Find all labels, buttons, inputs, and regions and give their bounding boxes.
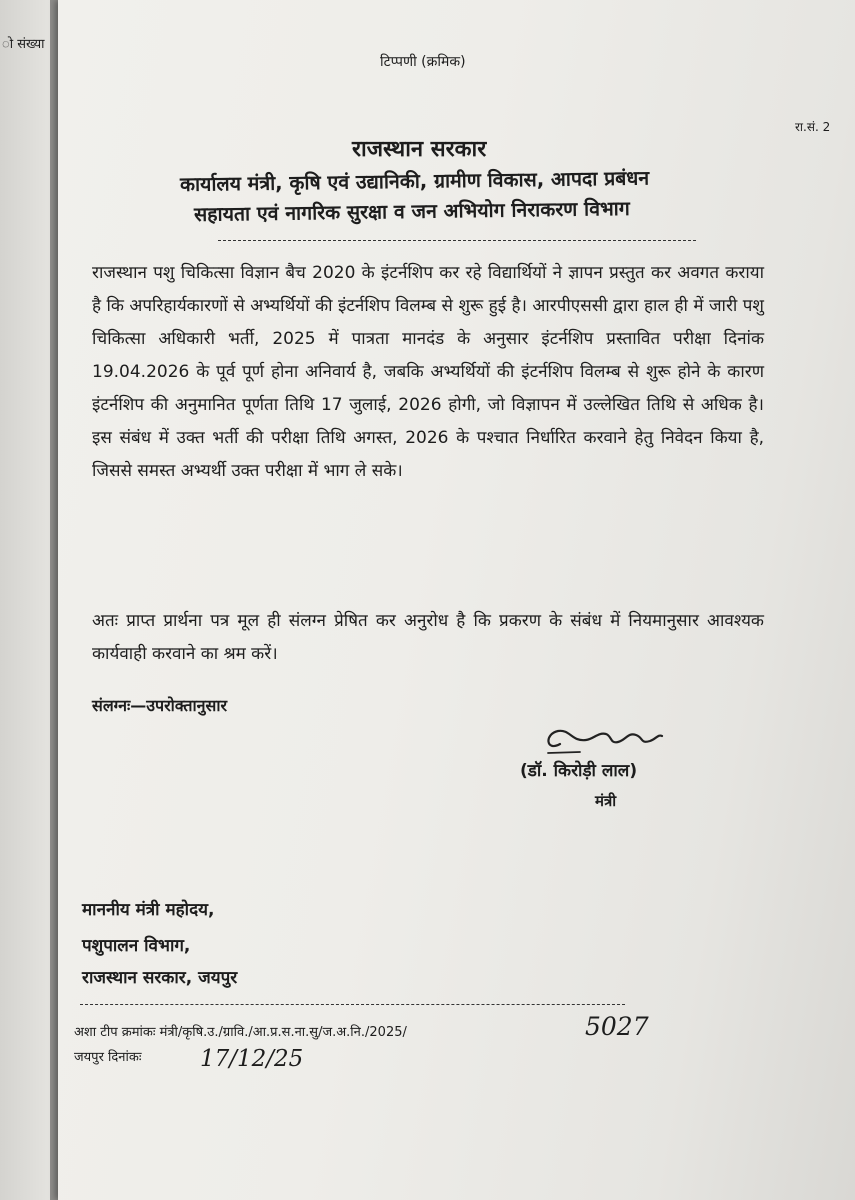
signatory-name: (डॉ. किरोड़ी लाल)	[520, 761, 638, 781]
enclosure-note: संलग्नः—उपरोक्तानुसार	[92, 696, 228, 715]
header-divider	[218, 240, 696, 241]
handwritten-signature	[540, 722, 666, 760]
page-tag: रा.सं. 2	[795, 120, 831, 134]
addressee-line-3: राजस्थान सरकार, जयपुर	[82, 968, 238, 988]
date-label: जयपुर दिनांकः	[74, 1050, 142, 1065]
background-page-edge	[0, 0, 50, 1200]
date-value: 17/12/25	[200, 1046, 304, 1072]
addressee-line-2: पशुपालन विभाग,	[82, 936, 191, 956]
signatory-title: मंत्री	[595, 792, 617, 810]
body-paragraph-1: राजस्थान पशु चिकित्सा विज्ञान बैच 2020 के इंटर्नशिप कर रहे विद्यार्थियों ने ज्ञापन प्रस्तुत कर अवगत कराया है कि अपरिहार्यकारणों से अभ्यर्थियों की इंटर्नशिप विलम्ब से शुरू हुई है। आरपीएससी द्वारा हाल ही में जारी पशु चिकित्सा अधिकारी भर्ती, 2025 में पात्रता मानदंड के अनुसार इंटर्नशिप प्रस्तावित परीक्षा दिनांक 19.04.2026 के पूर्व पूर्ण होना अनिवार्य है, जबकि अभ्यर्थियों की इंटर्नशिप विलम्ब से शुरू होने के कारण इंटर्नशिप की अनुमानित पूर्णता तिथि 17 जुलाई, 2026 होगी, जो विज्ञापन में उल्लेखित तिथि से अधिक है। इस संबंध में उक्त भर्ती की परीक्षा तिथि अगस्त, 2026 के पश्चात निर्धारित करवाने हेतु निवेदन किया है, जिससे समस्त अभ्यर्थी उक्त परीक्षा में भाग ले सके।	[92, 263, 764, 481]
office-title-line1: कार्यालय मंत्री, कृषि एवं उद्यानिकी, ग्रामीण विकास, आपदा प्रबंधन	[179, 166, 650, 196]
body-paragraph-2: अतः प्राप्त प्रार्थना पत्र मूल ही संलग्न प्रेषित कर अनुरोध है कि प्रकरण के संबंध में नियमानुसार आवश्यक कार्यवाही करवाने का श्रम करें।	[92, 611, 764, 664]
noting-heading: टिप्पणी (क्रमिक)	[380, 54, 466, 70]
margin-number-label: ो संख्या	[2, 37, 45, 52]
addressee-line-1: माननीय मंत्री महोदय,	[82, 900, 215, 920]
footer-divider	[80, 1004, 625, 1005]
reference-number: 5027	[585, 1012, 649, 1041]
government-title: राजस्थान सरकार	[352, 137, 487, 162]
reference-label: अशा टीप क्रमांकः मंत्री/कृषि.उ./ग्रावि./आ.प्र.स.ना.सु/ज.अ.नि./2025/	[74, 1025, 407, 1040]
office-title-line2: सहायता एवं नागरिक सुरक्षा व जन अभियोग निराकरण विभाग	[193, 196, 630, 226]
